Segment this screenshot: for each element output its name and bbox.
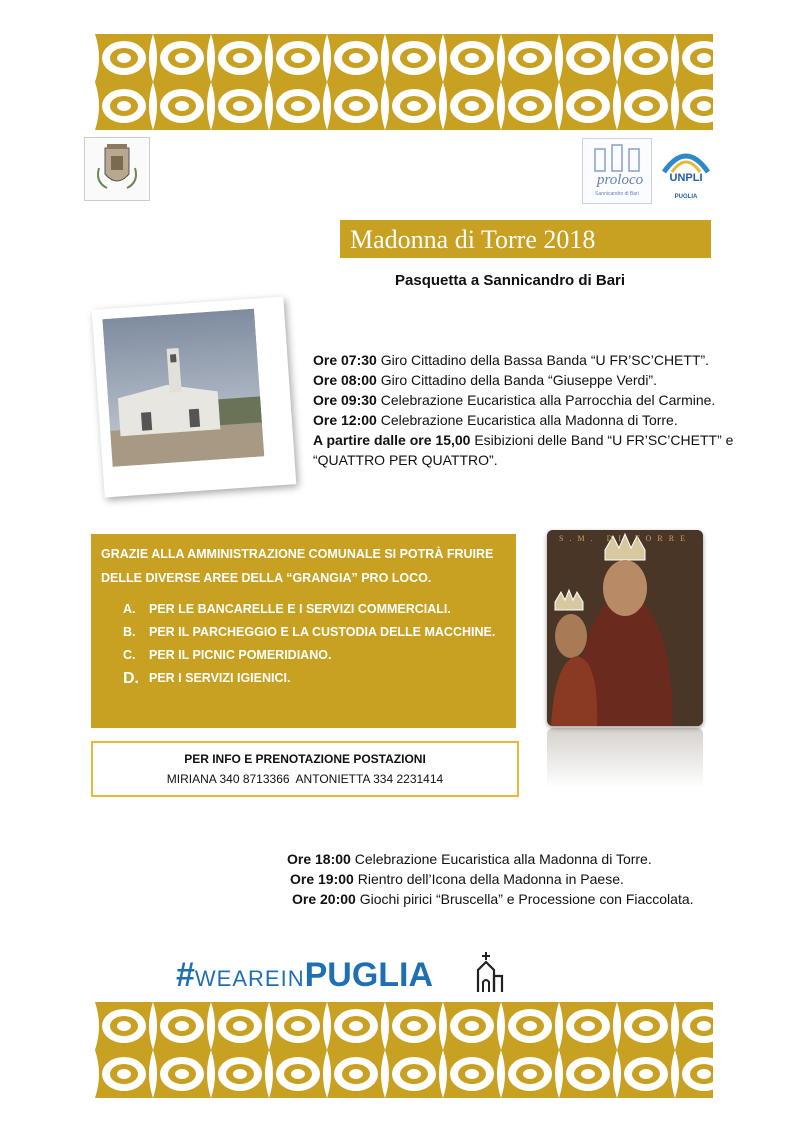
schedule-item: A partire dalle ore 15,00 Esibizioni delle Band “U FR’SC’CHETT” e “QUATTRO PER QUATTRO”.: [313, 432, 734, 468]
hashtag-mid: WEAREIN: [194, 966, 305, 991]
proloco-logo: [582, 138, 652, 204]
info-contacts: MIRIANA 340 8713366 ANTONIETTA 334 2231414: [166, 772, 444, 786]
unpli-region: PUGLIA: [674, 194, 698, 200]
proloco-text: proloco: [597, 172, 644, 188]
schedule-item: Ore 20:00 Giochi pirici “Bruscella” e Processione con Fiaccolata.: [292, 891, 694, 907]
grangia-list: [123, 598, 503, 690]
grangia-intro: GRAZIE ALLA AMMINISTRAZIONE COMUNALE SI POTRÀ FRUIRE DELLE DIVERSE AREE DELLA “GRANGIA” PRO LOCO.: [101, 547, 494, 585]
top-decorative-band: [95, 34, 713, 130]
info-title: PER INFO E PRENOTAZIONE POSTAZIONI: [184, 752, 426, 766]
subtitle: Pasquetta a Sannicandro di Bari: [395, 272, 626, 289]
unpli-logo: [656, 146, 716, 208]
proloco-subtext: Sannicandro di Bari: [595, 191, 639, 197]
hashtag-hash: #: [176, 956, 195, 994]
page-title: Madonna di Torre 2018: [350, 225, 596, 254]
schedule-morning: [313, 350, 753, 470]
pattern-bottom-svg: [95, 1002, 713, 1098]
list-item: D. PER I SERVIZI IGIENICI.: [123, 670, 291, 687]
schedule-evening: [287, 849, 747, 909]
coat-of-arms-logo: [84, 137, 150, 201]
hashtag-logo: [176, 956, 433, 996]
church-photo: [92, 297, 297, 498]
list-item: C. PER IL PICNIC POMERIDIANO.: [123, 648, 332, 662]
bottom-decorative-band: [95, 1002, 713, 1098]
madonna-icon-image: [547, 530, 703, 726]
icon-reflection: [547, 728, 703, 788]
schedule-item: Ore 09:30 Celebrazione Eucaristica alla Parrocchia del Carmine.: [313, 392, 716, 408]
icon-inscription: S.M. DI TORRE: [559, 534, 691, 543]
schedule-item: Ore 08:00 Giro Cittadino della Banda “Giuseppe Verdi”.: [313, 372, 657, 388]
church-icon: [474, 950, 506, 994]
pattern-top-svg: [95, 34, 713, 130]
list-item: A. PER LE BANCARELLE E I SERVIZI COMMERCIALI.: [123, 602, 451, 616]
list-item: B. PER IL PARCHEGGIO E LA CUSTODIA DELLE MACCHINE.: [123, 625, 496, 639]
title-banner: [340, 220, 711, 258]
info-box: [91, 741, 519, 797]
schedule-item: Ore 19:00 Rientro dell’Icona della Madonna in Paese.: [290, 871, 624, 887]
schedule-item: Ore 12:00 Celebrazione Eucaristica alla Madonna di Torre.: [313, 412, 678, 428]
schedule-item: Ore 07:30 Giro Cittadino della Bassa Banda “U FR’SC’CHETT”.: [313, 352, 710, 368]
hashtag-end: PUGLIA: [304, 956, 434, 994]
grangia-box: [91, 534, 516, 728]
unpli-text: UNPLI: [669, 172, 703, 184]
schedule-item: Ore 18:00 Celebrazione Eucaristica alla Madonna di Torre.: [287, 851, 652, 867]
